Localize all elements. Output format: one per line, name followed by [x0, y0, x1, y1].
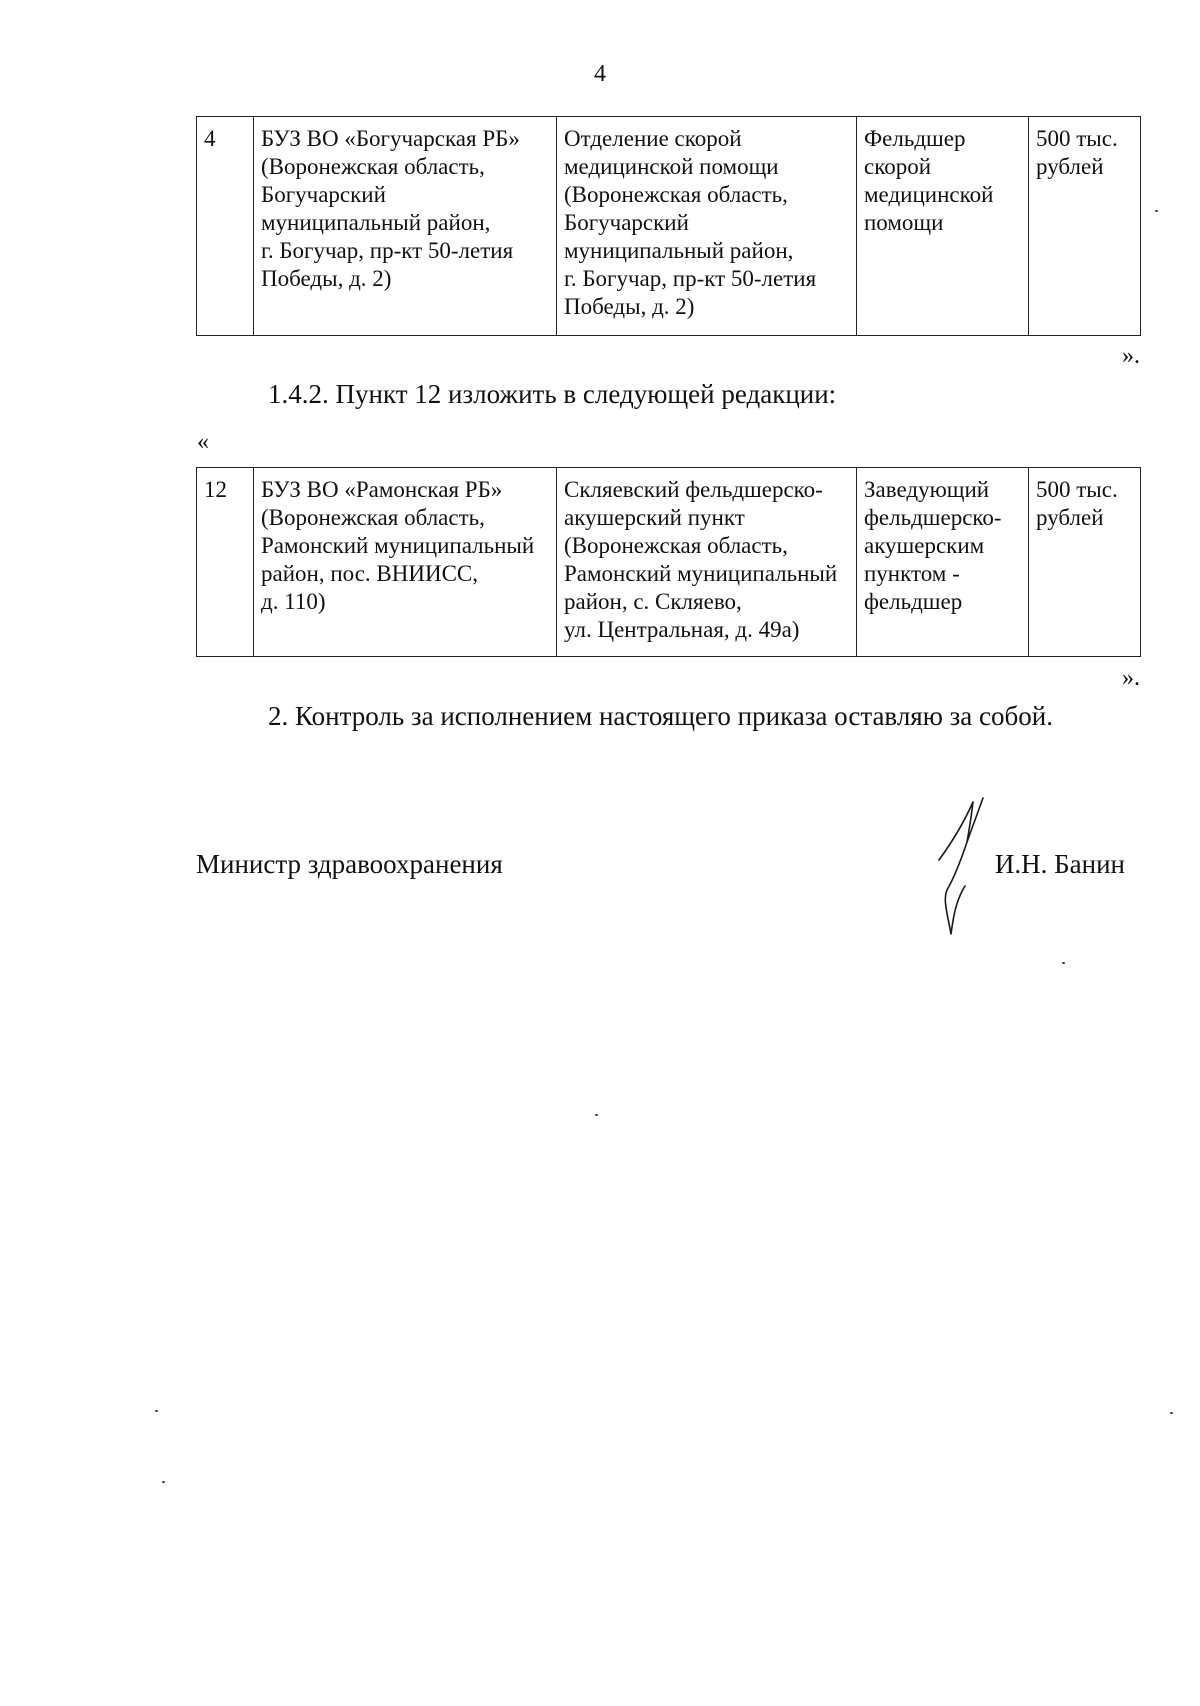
table-stations-2 — [196, 467, 1141, 657]
signatory-role: Министр здравоохранения — [196, 849, 503, 879]
cell-unit: Скляевский фельдшерско- акушерский пункт (Воронежская область, Рамонский муниципальный район, с. Скляево, ул. Центральная, д. 49а) — [557, 468, 857, 657]
scan-speck — [595, 1114, 598, 1116]
cell-position: Фельдшер скорой медицинской помощи — [857, 117, 1029, 336]
cell-position: Заведующий фельдшерско- акушерским пунктом - фельдшер — [857, 468, 1029, 657]
cell-organization: БУЗ ВО «Рамонская РБ» (Воронежская область, Рамонский муниципальный район, пос. ВНИИСС, д. 110) — [254, 468, 557, 657]
paragraph-amendment: 1.4.2. Пункт 12 изложить в следующей редакции: — [268, 379, 837, 409]
paragraph-control: 2. Контроль за исполнением настоящего приказа оставляю за собой. — [268, 701, 1053, 731]
scan-speck — [1170, 1412, 1173, 1414]
cell-number: 4 — [197, 117, 254, 336]
close-quote: ». — [1122, 665, 1140, 691]
cell-number: 12 — [197, 468, 254, 657]
open-quote: « — [197, 429, 209, 455]
scan-speck — [155, 1410, 158, 1412]
scan-speck — [162, 1481, 165, 1483]
close-quote: ». — [1122, 343, 1140, 369]
scan-speck — [1062, 962, 1065, 964]
scan-speck — [1155, 210, 1158, 212]
cell-amount: 500 тыс. рублей — [1029, 468, 1141, 657]
handwritten-signature-icon — [925, 790, 995, 940]
table-row — [197, 468, 1141, 657]
table-stations-1 — [196, 116, 1141, 336]
table-row — [197, 117, 1141, 336]
signatory-name: И.Н. Банин — [994, 849, 1125, 879]
cell-amount: 500 тыс. рублей — [1029, 117, 1141, 336]
cell-organization: БУЗ ВО «Богучарская РБ» (Воронежская область, Богучарский муниципальный район, г. Богучар, пр-кт 50-летия Победы, д. 2) — [254, 117, 557, 336]
cell-unit: Отделение скорой медицинской помощи (Воронежская область, Богучарский муниципальный район, г. Богучар, пр-кт 50-летия Победы, д. 2) — [557, 117, 857, 336]
page-number: 4 — [594, 61, 606, 87]
